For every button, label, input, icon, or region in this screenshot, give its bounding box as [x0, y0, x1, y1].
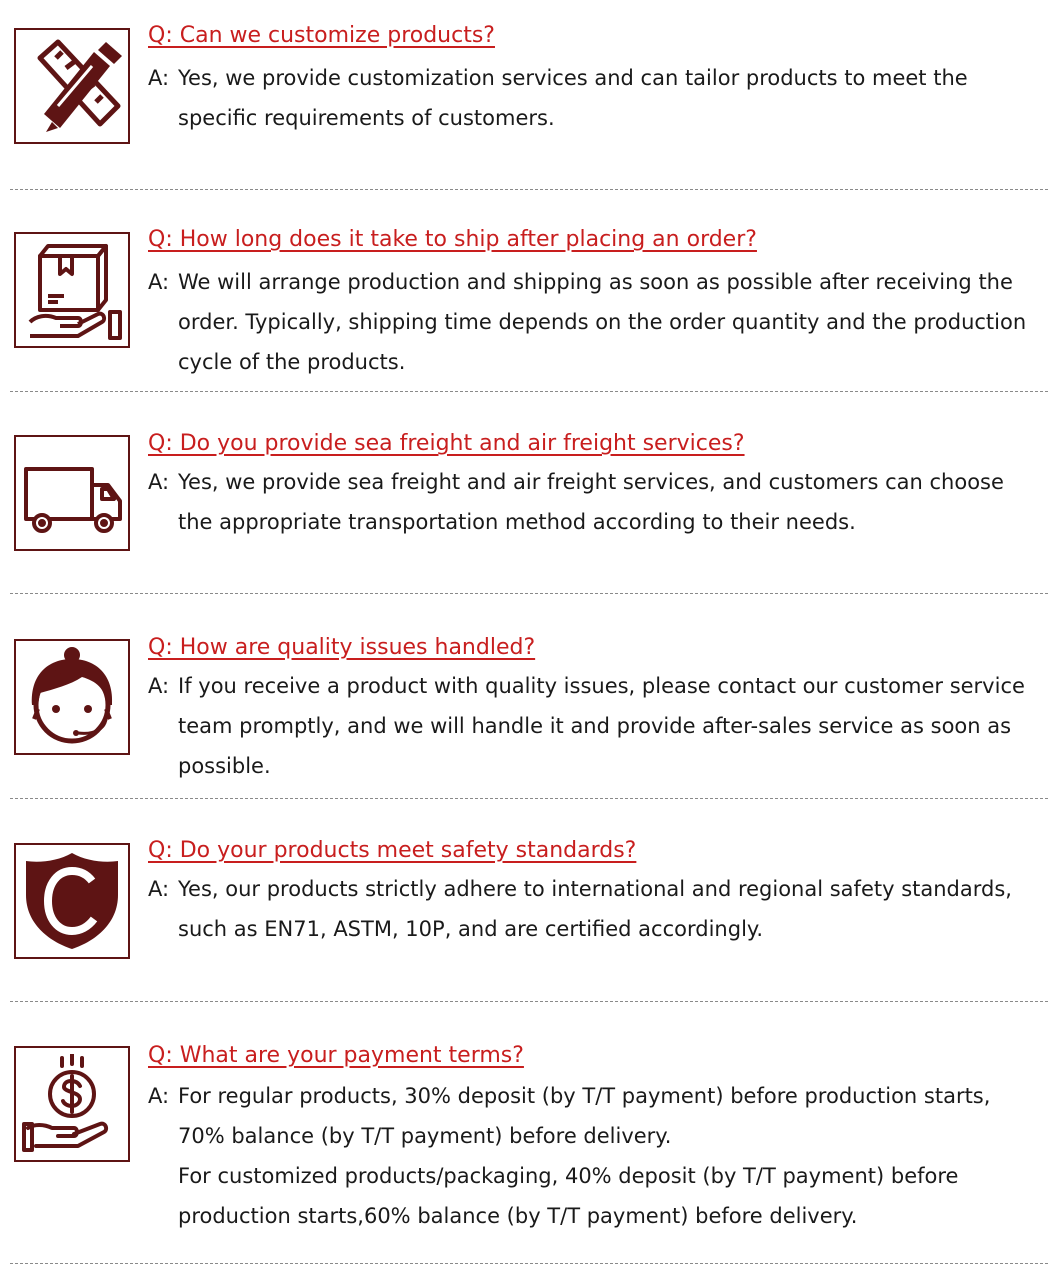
icon-frame [14, 639, 130, 755]
answer-text [148, 869, 1058, 949]
answer-prefix: A: [148, 1084, 170, 1108]
question-text: Q: How are quality issues handled? [148, 635, 536, 660]
divider [10, 391, 1048, 392]
icon-frame [14, 435, 130, 551]
answer-prefix: A: [148, 66, 170, 90]
answer-prefix: A: [148, 877, 170, 901]
package-in-hand-icon [22, 240, 122, 340]
answer-line: 70% balance (by T/T payment) before delivery. [178, 1124, 672, 1148]
answer-line: specific requirements of customers. [178, 106, 555, 130]
pencil-ruler-icon [22, 36, 122, 136]
answer-line-text: Yes, our products strictly adhere to international and regional safety standards, [178, 877, 1012, 901]
icon-frame [14, 843, 130, 959]
answer-line [148, 58, 1058, 98]
icon-frame [14, 28, 130, 144]
answer-line: the appropriate transportation method according to their needs. [178, 510, 856, 534]
answer-line: cycle of the products. [178, 350, 406, 374]
answer-line [148, 462, 1058, 502]
icon-frame [14, 1046, 130, 1162]
delivery-truck-icon [22, 443, 122, 543]
answer-line: team promptly, and we will handle it and provide after-sales service as soon as [178, 714, 1012, 738]
answer-text [148, 58, 1058, 138]
customer-service-agent-icon [22, 647, 122, 747]
answer-line: order. Typically, shipping time depends on the order quantity and the production [178, 310, 1027, 334]
answer-line-text: Yes, we provide customization services and can tailor products to meet the [178, 66, 968, 90]
answer-text [148, 1076, 1058, 1236]
answer-text [148, 262, 1058, 382]
divider [10, 189, 1048, 190]
question-text: Q: Can we customize products? [148, 23, 495, 48]
answer-line [148, 262, 1058, 302]
answer-line: For customized products/packaging, 40% deposit (by T/T payment) before [178, 1164, 959, 1188]
answer-line [148, 1076, 1058, 1116]
answer-line: possible. [178, 754, 271, 778]
answer-text [148, 462, 1058, 542]
answer-line [148, 666, 1058, 706]
divider [10, 1263, 1048, 1264]
divider [10, 1001, 1048, 1002]
question-text: Q: Do you provide sea freight and air freight services? [148, 431, 745, 456]
answer-prefix: A: [148, 470, 170, 494]
answer-prefix: A: [148, 270, 170, 294]
divider [10, 798, 1048, 799]
question-text: Q: How long does it take to ship after placing an order? [148, 227, 757, 252]
shield-certificate-icon [22, 851, 122, 951]
answer-text [148, 666, 1058, 786]
icon-frame [14, 232, 130, 348]
answer-line: such as EN71, ASTM, 10P, and are certified accordingly. [178, 917, 764, 941]
answer-line-text: Yes, we provide sea freight and air freight services, and customers can choose [178, 470, 1004, 494]
divider [10, 593, 1048, 594]
answer-line-text: If you receive a product with quality issues, please contact our customer service [178, 674, 1025, 698]
money-in-hand-icon [22, 1054, 122, 1154]
question-text: Q: Do your products meet safety standards? [148, 838, 637, 863]
answer-prefix: A: [148, 674, 170, 698]
answer-line [148, 869, 1058, 909]
answer-line: production starts,60% balance (by T/T payment) before delivery. [178, 1204, 858, 1228]
answer-line-text: We will arrange production and shipping as soon as possible after receiving the [178, 270, 1013, 294]
answer-line-text: For regular products, 30% deposit (by T/T payment) before production starts, [178, 1084, 991, 1108]
question-text: Q: What are your payment terms? [148, 1043, 524, 1068]
